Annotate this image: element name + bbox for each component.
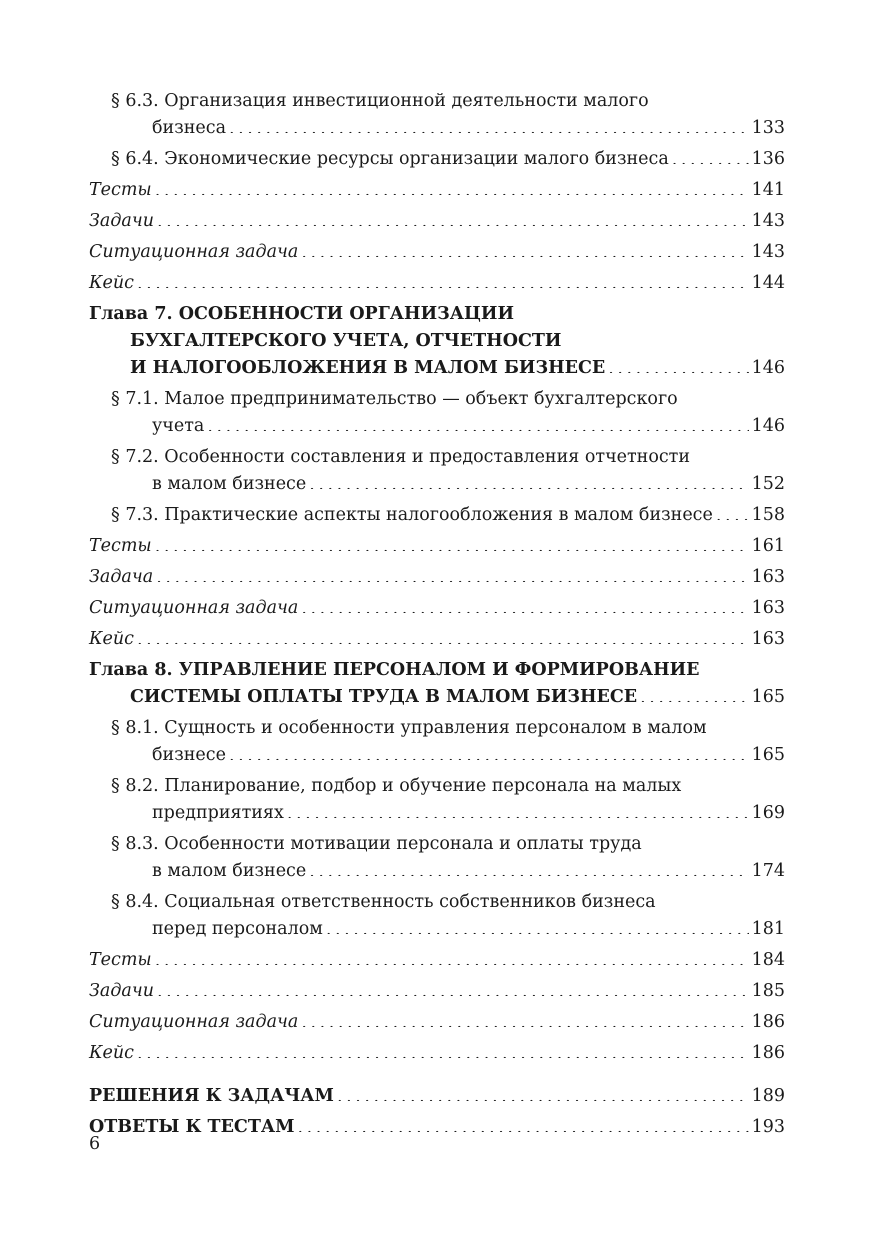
toc-entry-title-line: § 8.1. Сущность и особенности управления персоналом в малом	[111, 718, 707, 738]
toc-page-number: 136	[751, 149, 785, 169]
toc-entry-last-line	[89, 1083, 785, 1110]
toc-entry-title: Задачи	[89, 981, 155, 1001]
toc-entry-title: § 7.3. Практические аспекты налогообложения в малом бизнесе	[111, 505, 713, 525]
toc-entry-title-line: § 7.1. Малое предпринимательство — объект бухгалтерского	[111, 389, 678, 409]
dot-leader	[229, 743, 749, 761]
dot-leader	[672, 147, 749, 165]
dot-leader	[301, 240, 748, 258]
toc-entry-title: Ситуационная задача	[89, 1012, 299, 1032]
dot-leader	[716, 503, 749, 521]
dot-leader	[156, 565, 748, 583]
toc-entry-title: Кейс	[89, 629, 134, 649]
dot-leader	[301, 1010, 748, 1028]
toc-item-entry[interactable]	[89, 1009, 785, 1036]
dot-leader	[157, 979, 749, 997]
toc-page-number: 181	[751, 919, 785, 939]
toc-entry-title: Кейс	[89, 1043, 134, 1063]
toc-chapter-entry[interactable]	[89, 1083, 785, 1110]
toc-entry-title-line: § 8.4. Социальная ответственность собственников бизнеса	[111, 892, 656, 912]
dot-leader	[337, 1084, 749, 1102]
toc-item-entry[interactable]	[89, 947, 785, 974]
page-number: 6	[89, 1134, 101, 1154]
toc-section-entry[interactable]	[89, 146, 785, 173]
toc-entry-last-line	[89, 947, 785, 974]
toc-page-number: 163	[751, 567, 785, 587]
toc-page-number: 144	[751, 273, 785, 293]
toc-entry-last-line	[89, 564, 785, 591]
toc-entry-last-line	[89, 270, 785, 297]
toc-page-number: 161	[751, 536, 785, 556]
toc-chapter-entry[interactable]	[89, 657, 785, 711]
toc-section-entry[interactable]	[89, 88, 785, 142]
dot-leader	[207, 414, 748, 432]
toc-entry-title: предприятиях	[152, 803, 284, 823]
toc-entry-title: Задача	[89, 567, 154, 587]
toc-item-entry[interactable]	[89, 626, 785, 653]
toc-page-number: 133	[751, 118, 785, 138]
toc-section-entry[interactable]	[89, 831, 785, 885]
toc-page-number: 186	[751, 1012, 785, 1032]
dot-leader	[229, 116, 749, 134]
toc-entry-title: И НАЛОГООБЛОЖЕНИЯ В МАЛОМ БИЗНЕСЕ	[130, 358, 606, 378]
toc-item-entry[interactable]	[89, 978, 785, 1005]
toc-entry-last-line	[111, 800, 785, 827]
toc-entry-title: РЕШЕНИЯ К ЗАДАЧАМ	[89, 1086, 334, 1106]
toc-entry-last-line	[111, 502, 785, 529]
toc-page-number: 143	[751, 211, 785, 231]
dot-leader	[309, 472, 748, 490]
toc-entry-title: в малом бизнесе	[152, 474, 307, 494]
toc-item-entry[interactable]	[89, 533, 785, 560]
toc-entry-title: бизнеса	[152, 118, 226, 138]
toc-item-entry[interactable]	[89, 1040, 785, 1067]
toc-entry-title: перед персоналом	[152, 919, 323, 939]
toc-entry-last-line	[111, 916, 785, 943]
toc-item-entry[interactable]	[89, 595, 785, 622]
toc-page-number: 163	[751, 629, 785, 649]
toc-page-number: 174	[751, 861, 785, 881]
toc-page-number: 152	[751, 474, 785, 494]
toc-entry-last-line	[111, 742, 785, 769]
toc-entry-last-line	[89, 978, 785, 1005]
toc-page-number: 193	[751, 1117, 785, 1137]
toc-entry-last-line	[89, 239, 785, 266]
dot-leader	[155, 948, 749, 966]
toc-entry-title: бизнесе	[152, 745, 226, 765]
toc-entry-title: Задачи	[89, 211, 155, 231]
toc-entry-title: Ситуационная задача	[89, 598, 299, 618]
dot-leader	[287, 801, 749, 819]
dot-leader	[640, 685, 748, 703]
toc-chapter-entry[interactable]	[89, 1114, 785, 1141]
toc-page-number: 158	[751, 505, 785, 525]
toc-entry-last-line	[111, 413, 785, 440]
toc-section-entry[interactable]	[89, 773, 785, 827]
dot-leader	[326, 917, 749, 935]
toc-page-number: 146	[751, 416, 785, 436]
toc-entry-title: ОТВЕТЫ К ТЕСТАМ	[89, 1117, 295, 1137]
toc-section-entry[interactable]	[89, 386, 785, 440]
toc-page-number: 185	[751, 981, 785, 1001]
toc-entry-last-line	[111, 471, 785, 498]
toc-entry-title: Тесты	[89, 536, 152, 556]
toc-page-number: 146	[751, 358, 785, 378]
toc-chapter-entry[interactable]	[89, 301, 785, 382]
toc-item-entry[interactable]	[89, 239, 785, 266]
toc-entry-last-line	[89, 208, 785, 235]
toc-entry-last-line	[89, 533, 785, 560]
toc-entry-title: в малом бизнесе	[152, 861, 307, 881]
toc-section-entry[interactable]	[89, 889, 785, 943]
toc-entry-last-line	[89, 595, 785, 622]
toc-section-entry[interactable]	[89, 444, 785, 498]
dot-leader	[608, 356, 748, 374]
toc-entry-title-line: Глава 8. УПРАВЛЕНИЕ ПЕРСОНАЛОМ И ФОРМИРОВАНИЕ	[89, 660, 700, 680]
toc-page-number: 186	[751, 1043, 785, 1063]
dot-leader	[301, 596, 748, 614]
toc-section-entry[interactable]	[89, 715, 785, 769]
toc-entry-last-line	[89, 1114, 785, 1141]
toc-section-entry[interactable]	[89, 502, 785, 529]
toc-page-number: 163	[751, 598, 785, 618]
toc-entry-title-line: Глава 7. ОСОБЕННОСТИ ОРГАНИЗАЦИИ	[89, 304, 514, 324]
toc-entry-last-line	[89, 177, 785, 204]
toc-entry-title-line: § 8.2. Планирование, подбор и обучение персонала на малых	[111, 776, 682, 796]
toc-entry-title-line: § 6.3. Организация инвестиционной деятельности малого	[111, 91, 649, 111]
toc-entry-title: Тесты	[89, 180, 152, 200]
table-of-contents	[89, 88, 785, 1145]
dot-leader	[298, 1115, 749, 1133]
toc-entry-title: СИСТЕМЫ ОПЛАТЫ ТРУДА В МАЛОМ БИЗНЕСЕ	[130, 687, 638, 707]
dot-leader	[155, 534, 749, 552]
toc-item-entry[interactable]	[89, 177, 785, 204]
toc-entry-title: § 6.4. Экономические ресурсы организации малого бизнеса	[111, 149, 669, 169]
toc-entry-title: Тесты	[89, 950, 152, 970]
dot-leader	[309, 859, 748, 877]
toc-entry-title: учета	[152, 416, 205, 436]
toc-entry-last-line	[89, 355, 785, 382]
dot-leader	[155, 178, 749, 196]
toc-entry-title-line: § 8.3. Особенности мотивации персонала и оплаты труда	[111, 834, 642, 854]
toc-entry-last-line	[111, 146, 785, 173]
toc-item-entry[interactable]	[89, 564, 785, 591]
toc-entry-last-line	[89, 684, 785, 711]
toc-page-number: 165	[751, 745, 785, 765]
dot-leader	[157, 209, 749, 227]
toc-page-number: 165	[751, 687, 785, 707]
toc-page-number: 184	[751, 950, 785, 970]
toc-entry-last-line	[89, 626, 785, 653]
dot-leader	[137, 627, 749, 645]
toc-entry-last-line	[89, 1009, 785, 1036]
dot-leader	[137, 271, 749, 289]
toc-entry-title-line: § 7.2. Особенности составления и предоставления отчетности	[111, 447, 691, 467]
toc-page-number: 143	[751, 242, 785, 262]
toc-item-entry[interactable]	[89, 270, 785, 297]
toc-entry-title: Кейс	[89, 273, 134, 293]
toc-entry-title: Ситуационная задача	[89, 242, 299, 262]
dot-leader	[137, 1041, 749, 1059]
toc-entry-last-line	[89, 1040, 785, 1067]
toc-page-number: 189	[751, 1086, 785, 1106]
toc-page-number: 169	[751, 803, 785, 823]
toc-entry-title-line: БУХГАЛТЕРСКОГО УЧЕТА, ОТЧЕТНОСТИ	[130, 331, 562, 351]
toc-entry-last-line	[111, 858, 785, 885]
toc-entry-last-line	[111, 115, 785, 142]
toc-page-number: 141	[751, 180, 785, 200]
toc-item-entry[interactable]	[89, 208, 785, 235]
